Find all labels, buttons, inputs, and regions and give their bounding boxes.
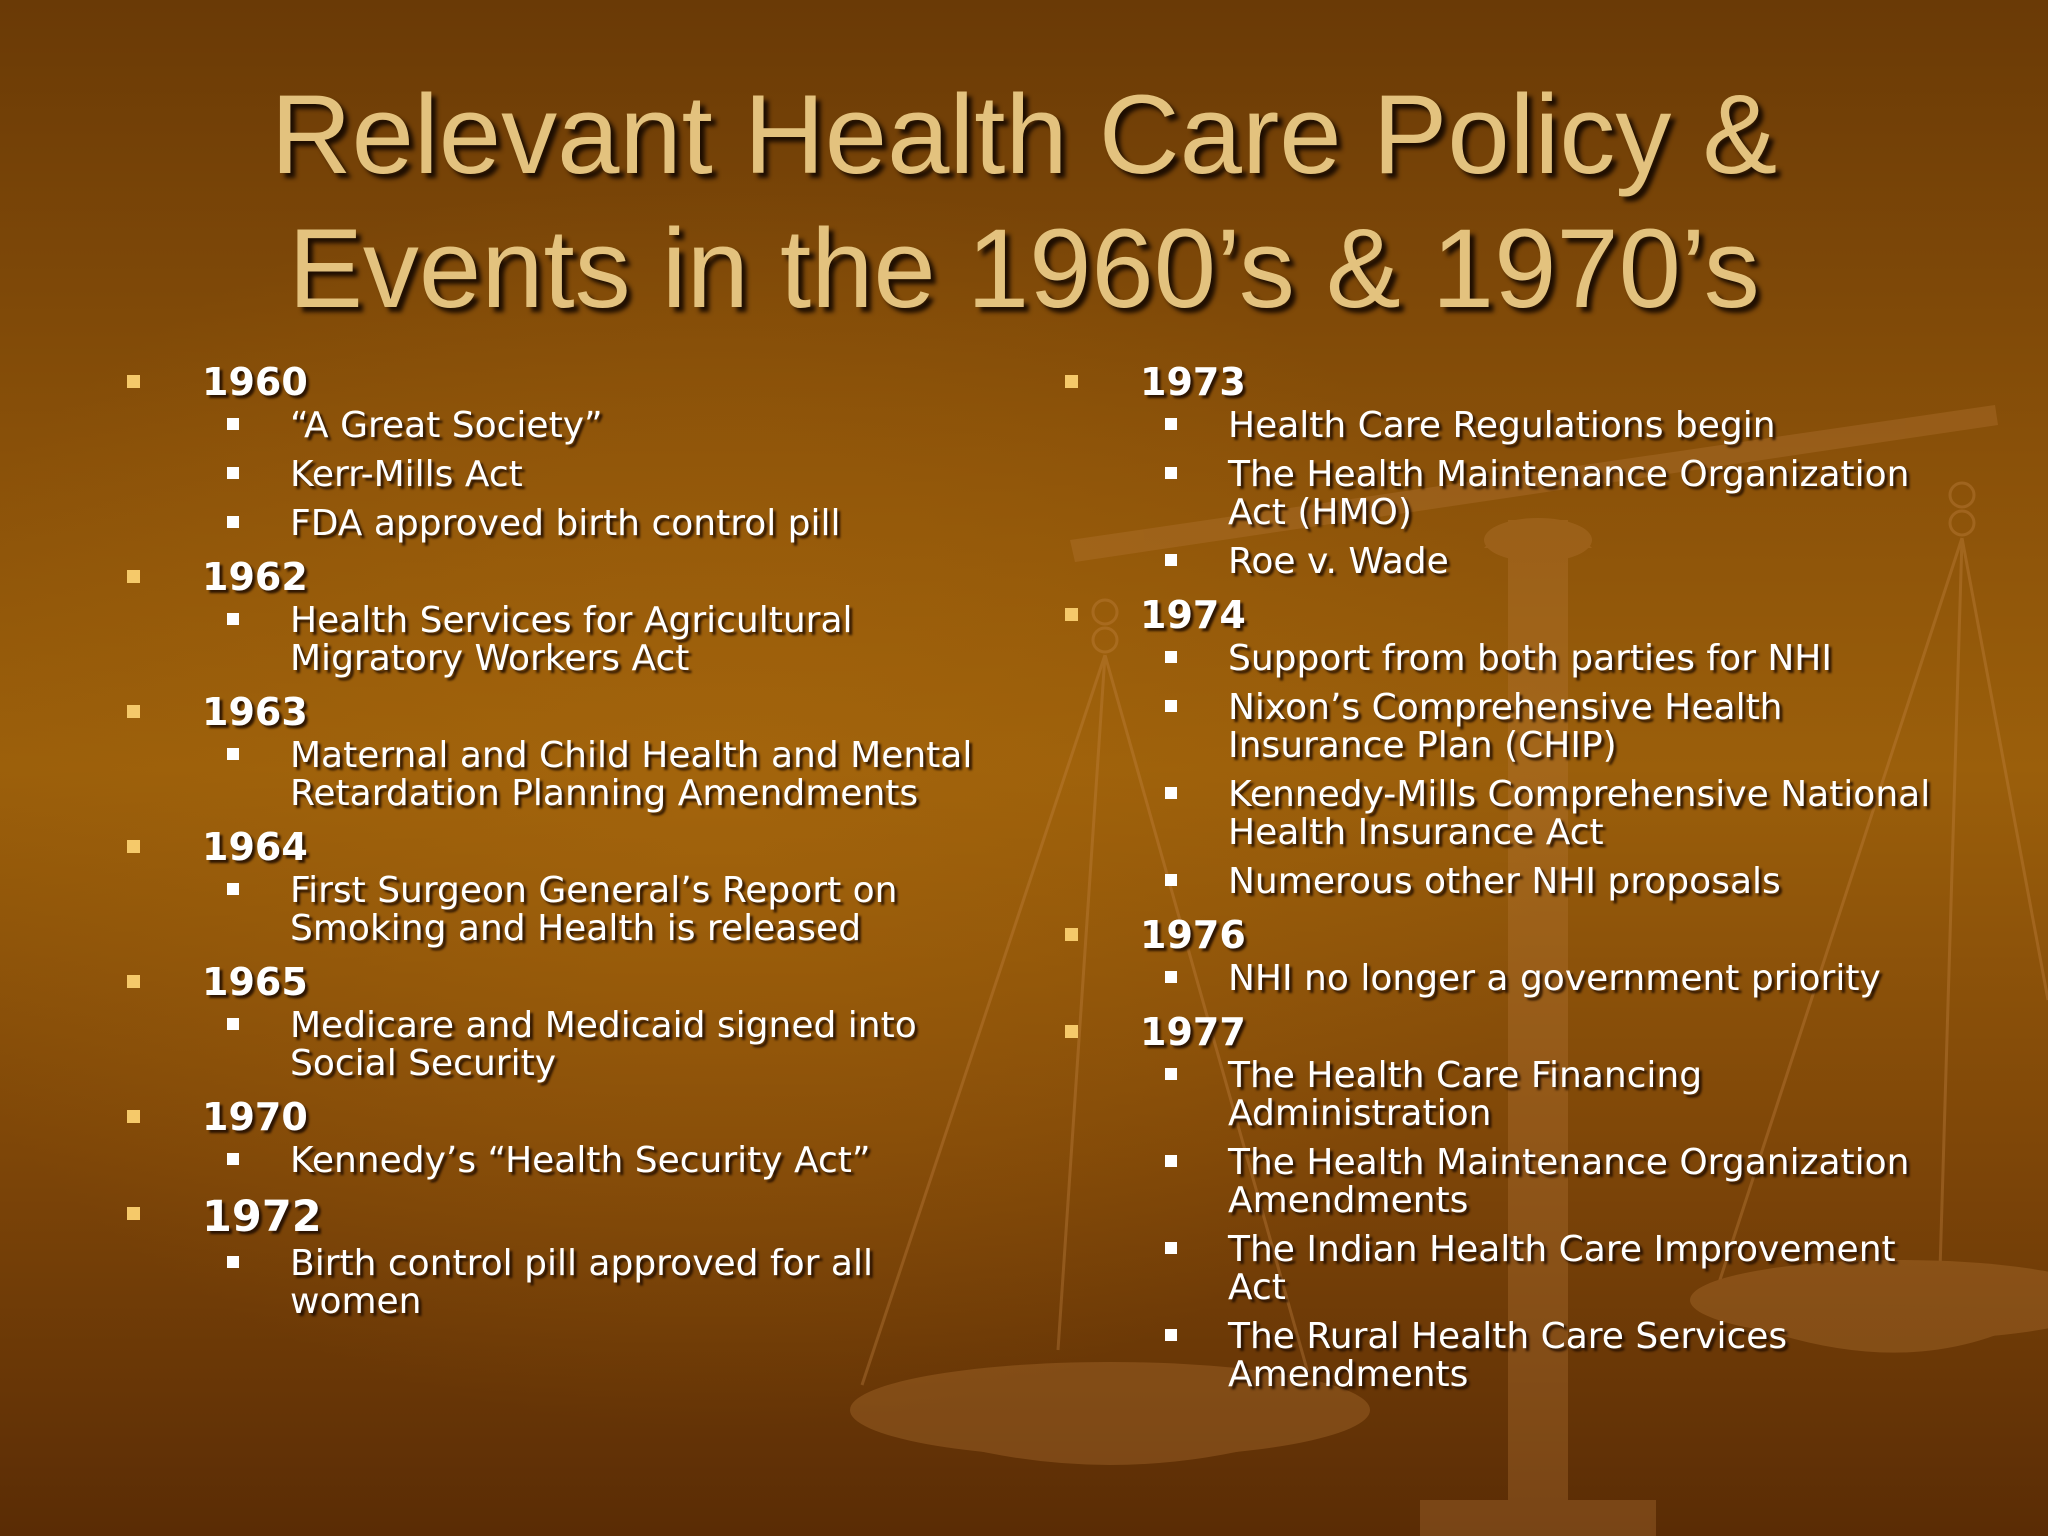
year-label: 1962 [202,555,308,599]
year-heading [122,1190,982,1244]
square-bullet-icon [227,748,239,760]
square-bullet-icon [1165,1068,1177,1080]
right-timeline-column [1060,358,1960,1404]
square-bullet-icon [1165,1242,1177,1254]
item-text: Health Care Regulations begin [1228,405,1776,446]
slide-title-line-1: Relevant Health Care Policy & [270,72,1778,197]
year-label: 1965 [202,960,308,1004]
list-item [122,1141,982,1180]
list-item [122,736,982,813]
square-bullet-icon [227,613,239,625]
list-item [122,1244,982,1321]
list-item [122,871,982,948]
list-item [1060,1317,1960,1394]
item-text: “A Great Society” [290,405,603,446]
year-block-1972 [122,1190,982,1321]
year-heading [122,688,982,736]
year-label: 1974 [1140,593,1246,637]
item-text: Maternal and Child Health and Mental Retardation Planning Amendments [290,735,973,814]
item-text: Kennedy’s “Health Security Act” [290,1140,871,1181]
year-heading [1060,591,1960,639]
year-heading [1060,358,1960,406]
list-item [122,601,982,678]
year-label: 1963 [202,690,308,734]
year-heading [122,958,982,1006]
year-block-1960 [122,358,982,543]
list-item [1060,775,1960,852]
year-label: 1964 [202,825,308,869]
year-heading [1060,911,1960,959]
year-bullet-icon [127,375,140,388]
year-block-1973 [1060,358,1960,581]
square-bullet-icon [227,467,239,479]
year-block-1965 [122,958,982,1083]
year-label: 1973 [1140,360,1246,404]
list-item [1060,1143,1960,1220]
square-bullet-icon [1165,971,1177,983]
item-text: Support from both parties for NHI [1228,638,1832,679]
year-bullet-icon [127,570,140,583]
item-text: Roe v. Wade [1228,541,1449,582]
item-text: Kerr-Mills Act [290,454,523,495]
list-item [122,406,982,445]
square-bullet-icon [1165,651,1177,663]
item-text: Health Services for Agricultural Migratory Workers Act [290,600,853,679]
year-bullet-icon [127,705,140,718]
list-item [1060,542,1960,581]
year-bullet-icon [127,975,140,988]
item-text: Nixon’s Comprehensive Health Insurance Plan (CHIP) [1228,687,1783,766]
square-bullet-icon [1165,787,1177,799]
year-bullet-icon [127,1207,140,1220]
item-text: Medicare and Medicaid signed into Social Security [290,1005,917,1084]
list-item [1060,455,1960,532]
item-text: The Health Maintenance Organization Amendments [1228,1142,1910,1221]
item-text: The Rural Health Care Services Amendments [1228,1316,1788,1395]
year-block-1977 [1060,1008,1960,1394]
square-bullet-icon [227,418,239,430]
item-text: The Health Care Financing Administration [1228,1055,1703,1134]
square-bullet-icon [227,883,239,895]
square-bullet-icon [1165,874,1177,886]
year-bullet-icon [1065,1025,1078,1038]
year-block-1970 [122,1093,982,1180]
year-block-1962 [122,553,982,678]
year-block-1974 [1060,591,1960,901]
list-item [1060,1056,1960,1133]
list-item [1060,406,1960,445]
square-bullet-icon [227,1153,239,1165]
square-bullet-icon [1165,554,1177,566]
square-bullet-icon [1165,1155,1177,1167]
item-text: The Indian Health Care Improvement Act [1228,1229,1896,1308]
list-item [1060,862,1960,901]
year-block-1963 [122,688,982,813]
item-text: FDA approved birth control pill [290,503,841,544]
list-item [1060,1230,1960,1307]
year-label: 1976 [1140,913,1246,957]
list-item [1060,688,1960,765]
left-timeline-column [122,358,982,1331]
year-bullet-icon [127,1110,140,1123]
item-text: First Surgeon General’s Report on Smoking and Health is released [290,870,898,949]
year-bullet-icon [1065,375,1078,388]
year-label: 1977 [1140,1010,1246,1054]
item-text: The Health Maintenance Organization Act (HMO) [1228,454,1910,533]
item-text: Kennedy-Mills Comprehensive National Health Insurance Act [1228,774,1931,853]
year-heading [122,1093,982,1141]
square-bullet-icon [227,516,239,528]
square-bullet-icon [227,1018,239,1030]
slide-title [0,68,2048,336]
year-heading [122,358,982,406]
year-label: 1970 [202,1095,308,1139]
item-text: Birth control pill approved for all women [290,1243,873,1322]
year-bullet-icon [1065,928,1078,941]
year-label: 1960 [202,360,308,404]
list-item [122,504,982,543]
slide-title-line-2: Events in the 1960’s & 1970’s [288,206,1760,331]
year-bullet-icon [1065,608,1078,621]
square-bullet-icon [1165,467,1177,479]
list-item [122,455,982,494]
list-item [1060,959,1960,998]
year-bullet-icon [127,840,140,853]
square-bullet-icon [1165,1329,1177,1341]
list-item [122,1006,982,1083]
year-heading [1060,1008,1960,1056]
square-bullet-icon [1165,418,1177,430]
item-text: NHI no longer a government priority [1228,958,1881,999]
square-bullet-icon [1165,700,1177,712]
item-text: Numerous other NHI proposals [1228,861,1781,902]
year-heading [122,553,982,601]
year-heading [122,823,982,871]
year-label: 1972 [202,1192,322,1242]
square-bullet-icon [227,1256,239,1268]
list-item [1060,639,1960,678]
year-block-1964 [122,823,982,948]
year-block-1976 [1060,911,1960,998]
